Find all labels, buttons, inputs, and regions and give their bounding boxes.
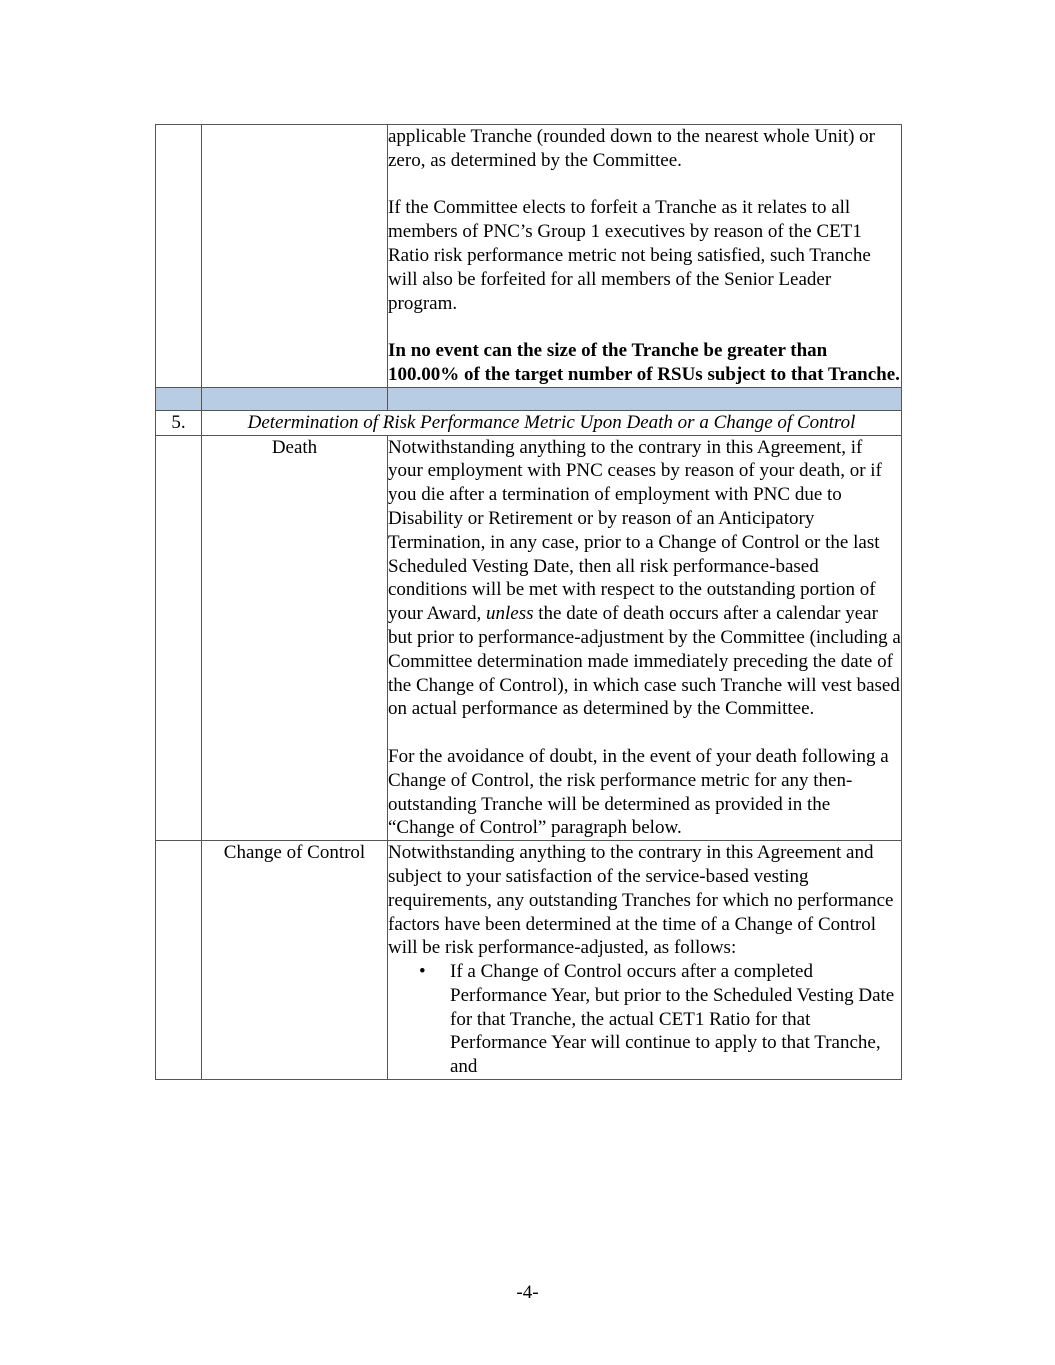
section-title: Determination of Risk Performance Metric Upon Death or a Change of Control	[202, 410, 902, 435]
section-heading-row	[156, 410, 902, 435]
death-label: Death	[202, 435, 388, 841]
tranche-forfeit-text: If the Committee elects to forfeit a Tranche as it relates to all members of PNC’s Group 1 executives by reason of the CET1 Ratio risk performance metric not being satisfied, such Tranche will also be forfeited for all members of the Senior Leader program.	[388, 197, 871, 314]
page-number: -4-	[516, 1282, 539, 1303]
death-main-paragraph: Notwithstanding anything to the contrary in this Agreement, if your employment with PNC ceases by reason of your death, or if you die after a termination of employment with PNC due to Disability or Retirement or by reason of an Anticipatory Termination, in any case, prior to a Change of Control or the last Scheduled Vesting Date, then all risk performance-based conditions will be met with respect to the outstanding portion of your Award, unless the date of death occurs after a calendar year but prior to performance-adjustment by the Committee (including a Committee determination made immediately preceding the date of the Change of Control), in which case such Tranche will vest based on actual performance as determined by the Committee.	[388, 436, 901, 720]
number-cell	[156, 435, 202, 841]
tranche-rounding-text: applicable Tranche (rounded down to the nearest whole Unit) or zero, as determined by the Committee.	[388, 126, 876, 171]
number-cell	[156, 125, 202, 388]
change-of-control-label: Change of Control	[202, 841, 388, 1080]
award-terms-table	[155, 124, 902, 1080]
list-item: • If a Change of Control occurs after a completed Performance Year, but prior to the Scheduled Vesting Date for that Tranche, the actual CET1 Ratio for that Performance Year will continue to apply to that Tranche, and	[419, 961, 895, 1078]
number-cell	[156, 841, 202, 1080]
tranche-continuation-row	[156, 125, 902, 388]
content-cell	[388, 125, 902, 388]
death-content-cell	[388, 435, 902, 841]
change-of-control-intro: Notwithstanding anything to the contrary in this Agreement and subject to your satisfaction of the service-based vesting requirements, any outstanding Tranches for which no performance factors have been determined at the time of a Change of Control will be risk performance-adjusted, as follows:	[388, 842, 894, 959]
section-number: 5.	[156, 410, 202, 435]
death-clarification-paragraph: For the avoidance of doubt, in the event of your death following a Change of Control, the risk performance metric for any then-outstanding Tranche will be determined as provided in the “Change of Control” paragraph below.	[388, 745, 889, 839]
death-row	[156, 435, 902, 841]
bullet-icon: •	[419, 961, 426, 983]
change-of-control-row	[156, 841, 902, 1080]
change-of-control-bullets	[388, 960, 901, 1079]
label-cell	[202, 125, 388, 388]
change-of-control-content-cell	[388, 841, 902, 1080]
shaded-spacer-row	[156, 387, 902, 410]
tranche-cap-text: In no event can the size of the Tranche be greater than 100.00% of the target number of RSUs subject to that Tranche.	[388, 340, 900, 385]
